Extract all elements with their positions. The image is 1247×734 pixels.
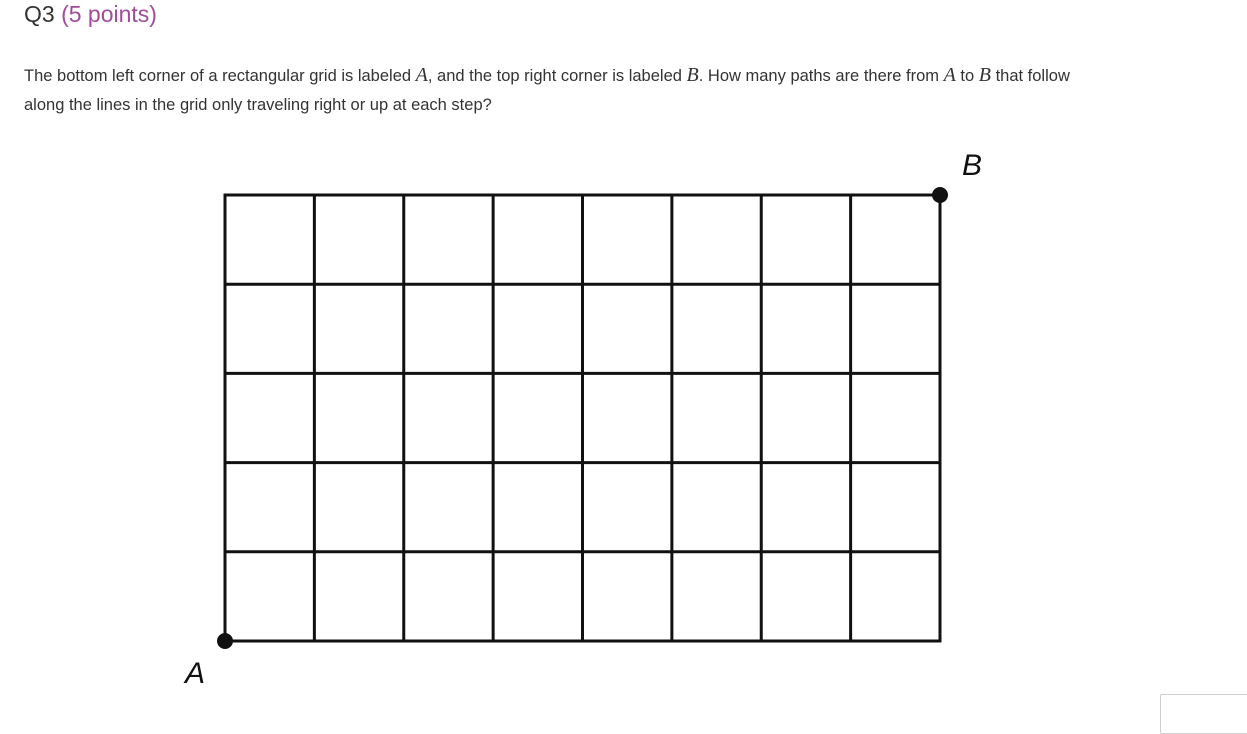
math-label-a: A xyxy=(943,64,956,86)
question-text-part: that follow along the lines in the grid only traveling right or up at each step? xyxy=(24,67,1070,114)
question-points: (5 points) xyxy=(61,1,157,27)
math-label-a: A xyxy=(415,64,428,86)
point-a-dot xyxy=(217,633,233,649)
question-text-part: The bottom left corner of a rectangular grid is labeled xyxy=(24,67,416,85)
math-label-b: B xyxy=(686,64,699,86)
point-b-dot xyxy=(932,187,948,203)
question-text-part: to xyxy=(955,67,979,85)
answer-input[interactable] xyxy=(1160,694,1247,734)
grid-lines xyxy=(225,195,940,641)
point-b-label: B xyxy=(961,149,983,182)
question-text-part: , and the top right corner is labeled xyxy=(427,67,687,85)
question-number: Q3 xyxy=(24,1,55,27)
math-label-b: B xyxy=(978,64,991,86)
point-a-label: A xyxy=(184,657,206,690)
question-text-part: . How many paths are there from xyxy=(698,67,944,85)
